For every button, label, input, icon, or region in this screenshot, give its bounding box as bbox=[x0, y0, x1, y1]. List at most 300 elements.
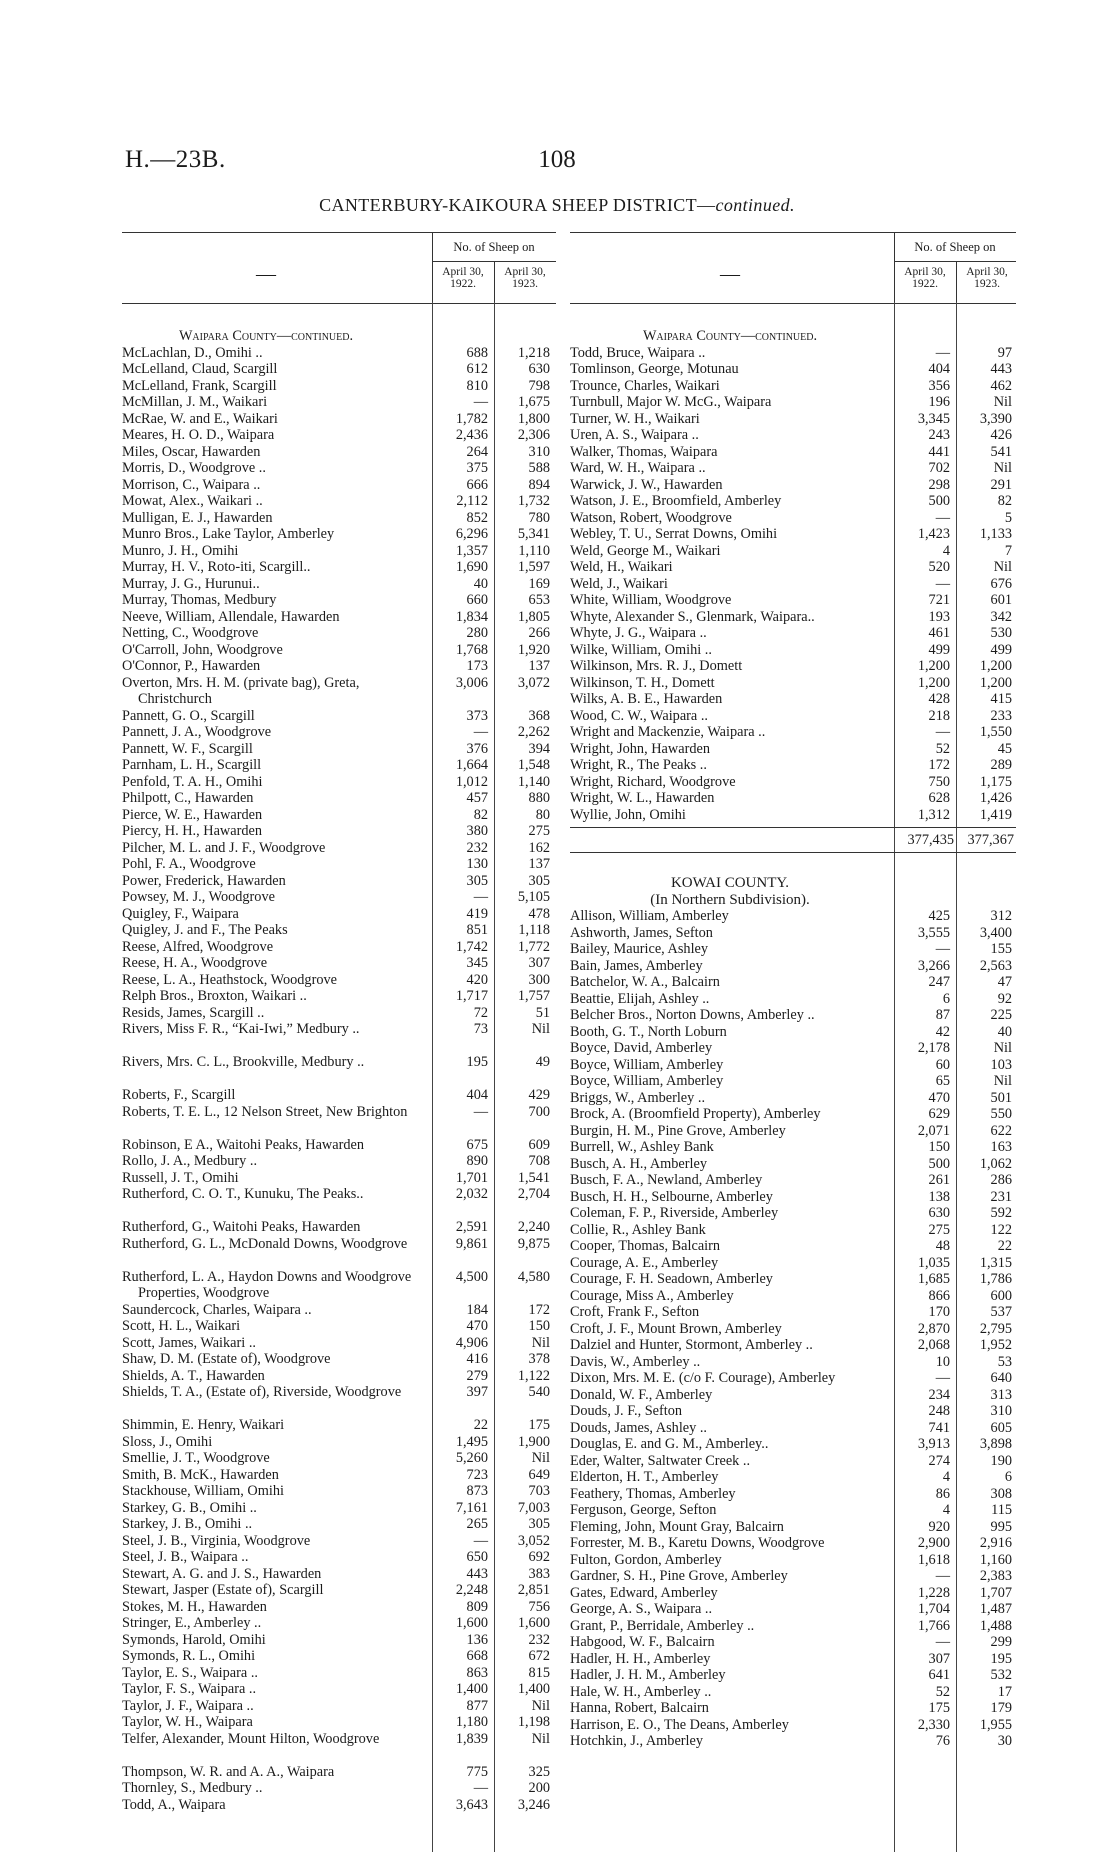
table-row bbox=[122, 708, 556, 725]
sheep-1923: 308 bbox=[990, 1485, 1012, 1502]
sheep-1923: Nil bbox=[531, 1450, 550, 1466]
table-row bbox=[122, 840, 556, 857]
table-row bbox=[122, 1566, 556, 1583]
table-row bbox=[122, 559, 556, 576]
sheep-1922: 721 bbox=[928, 592, 950, 608]
sheep-1923: 2,563 bbox=[979, 957, 1012, 974]
section-heading bbox=[570, 892, 1016, 909]
sheep-1923: 291 bbox=[990, 476, 1012, 493]
total-row bbox=[570, 827, 1016, 852]
sheep-1922: 3,266 bbox=[917, 957, 950, 974]
owner-name: Gardner, S. H., Pine Grove, Amberley bbox=[570, 1568, 788, 1584]
sheep-1922: — bbox=[935, 509, 950, 526]
sheep-1923: 2,306 bbox=[517, 427, 550, 443]
right-table-header bbox=[570, 232, 1016, 304]
sheep-1923: 1,062 bbox=[979, 1155, 1012, 1172]
sheep-1922: 1,618 bbox=[917, 1551, 950, 1568]
sheep-1922: 2,178 bbox=[917, 1040, 950, 1056]
sheep-1923: 756 bbox=[528, 1598, 550, 1615]
sheep-1922: 1,600 bbox=[455, 1615, 488, 1631]
sheep-1922: 4 bbox=[942, 542, 950, 559]
owner-name: Murray, J. G., Hurunui.. bbox=[122, 575, 260, 592]
section-heading-text: (In Northern Subdivision). bbox=[650, 891, 810, 908]
sheep-1922: 1,742 bbox=[455, 938, 488, 955]
sheep-1923: 1,198 bbox=[517, 1714, 550, 1730]
table-row bbox=[122, 889, 556, 906]
sheep-1922: 1,495 bbox=[455, 1433, 488, 1450]
owner-name: Sloss, J., Omihi bbox=[122, 1433, 213, 1450]
owner-name: Thompson, W. R. and A. A., Waipara bbox=[122, 1763, 335, 1780]
owner-name: McLachlan, D., Omihi .. bbox=[122, 344, 263, 361]
sheep-1922: — bbox=[935, 575, 950, 592]
sheep-1922: 2,436 bbox=[455, 427, 488, 443]
sheep-1922: 404 bbox=[928, 361, 950, 377]
sheep-1923: Nil bbox=[531, 1334, 550, 1351]
sheep-1922: 3,643 bbox=[455, 1796, 488, 1813]
sheep-1923: 3,390 bbox=[979, 410, 1012, 427]
owner-name: Douds, James, Ashley .. bbox=[570, 1419, 708, 1436]
sheep-1923: 815 bbox=[528, 1664, 550, 1681]
table-row bbox=[570, 1073, 1016, 1090]
owner-name: Rutherford, G. L., McDonald Downs, Woodgrove bbox=[122, 1235, 408, 1252]
sheep-1922: 1,704 bbox=[917, 1601, 950, 1617]
sheep-1923: 478 bbox=[528, 905, 550, 922]
sheep-1922: 499 bbox=[928, 641, 950, 658]
sheep-1922: 373 bbox=[466, 707, 488, 724]
owner-name: Brock, A. (Broomfield Property), Amberley bbox=[570, 1106, 821, 1122]
owner-name: Douds, J. F., Sefton bbox=[570, 1403, 683, 1419]
sheep-1922: 234 bbox=[928, 1386, 950, 1403]
sheep-1922: 356 bbox=[928, 377, 950, 394]
sheep-1923: 325 bbox=[528, 1763, 550, 1780]
sheep-1922: 298 bbox=[928, 476, 950, 493]
sheep-1922: 1,839 bbox=[455, 1730, 488, 1747]
sheep-1923: 275 bbox=[528, 823, 550, 839]
sheep-1922: 4,500 bbox=[455, 1268, 488, 1285]
table-row bbox=[570, 925, 1016, 942]
april-1923-header: April 30, 1923. bbox=[504, 266, 546, 290]
sheep-1923: 1,133 bbox=[979, 526, 1012, 542]
table-row bbox=[570, 757, 1016, 774]
owner-name: Allison, William, Amberley bbox=[570, 908, 729, 924]
sheep-1923: 703 bbox=[528, 1483, 550, 1499]
owner-name: Courage, A. E., Amberley bbox=[570, 1254, 719, 1271]
sheep-1922: 2,248 bbox=[455, 1582, 488, 1598]
table-row bbox=[570, 576, 1016, 593]
owner-name: Belcher Bros., Norton Downs, Amberley .. bbox=[570, 1007, 815, 1023]
sheep-1922: 425 bbox=[928, 908, 950, 924]
sheep-1923: 1,600 bbox=[517, 1615, 550, 1631]
sheep-1922: 376 bbox=[466, 740, 488, 757]
sheep-1923: 537 bbox=[990, 1304, 1012, 1320]
sheep-1922: — bbox=[935, 1370, 950, 1386]
owner-name: Courage, F. H. Seadown, Amberley bbox=[570, 1271, 773, 1287]
owner-name: George, A. S., Waipara .. bbox=[570, 1601, 713, 1617]
sheep-1923: 415 bbox=[990, 691, 1012, 707]
owner-name: Burrell, W., Ashley Bank bbox=[570, 1139, 714, 1155]
table-row bbox=[122, 361, 556, 378]
owner-name: Hanna, Robert, Balcairn bbox=[570, 1700, 709, 1716]
sheep-1922: 702 bbox=[928, 460, 950, 476]
sheep-1923: 1,419 bbox=[979, 806, 1012, 823]
sheep-1923: 312 bbox=[990, 908, 1012, 924]
owner-name: Courage, Miss A., Amberley bbox=[570, 1287, 734, 1304]
table-row bbox=[570, 345, 1016, 362]
table-row bbox=[570, 378, 1016, 395]
sheep-1922: 1,200 bbox=[917, 674, 950, 691]
sheep-1922: 195 bbox=[466, 1054, 488, 1070]
section-heading bbox=[122, 328, 556, 345]
sheep-1922: 397 bbox=[466, 1384, 488, 1400]
owner-name: Pilcher, M. L. and J. F., Woodgrove bbox=[122, 839, 326, 856]
sheep-1922: 890 bbox=[466, 1153, 488, 1169]
left-rows bbox=[122, 304, 556, 1813]
table-row bbox=[570, 774, 1016, 791]
owner-name: Stewart, A. G. and J. S., Hawarden bbox=[122, 1565, 322, 1582]
sheep-1923: 92 bbox=[997, 990, 1012, 1007]
sheep-1923: 3,400 bbox=[979, 924, 1012, 941]
owner-name: Murray, Thomas, Medbury bbox=[122, 592, 277, 608]
owner-name: Croft, Frank F., Sefton bbox=[570, 1304, 700, 1320]
owner-name: Robinson, E A., Waitohi Peaks, Hawarden bbox=[122, 1136, 364, 1153]
owner-name: Donald, W. F., Amberley bbox=[570, 1386, 713, 1403]
sheep-1923: 2,916 bbox=[979, 1535, 1012, 1551]
sheep-1923: 155 bbox=[990, 941, 1012, 957]
sheep-1922: 42 bbox=[935, 1023, 950, 1040]
table-row bbox=[570, 427, 1016, 444]
table-row bbox=[122, 1368, 556, 1385]
sheep-1922: — bbox=[473, 1532, 488, 1549]
april-1923-header: April 30, 1923. bbox=[966, 266, 1008, 290]
sheep-1922: 196 bbox=[928, 394, 950, 410]
sheep-1922: 920 bbox=[928, 1518, 950, 1535]
table-row bbox=[122, 1665, 556, 1682]
sheep-1922: 675 bbox=[466, 1136, 488, 1153]
table-row bbox=[570, 708, 1016, 725]
sheep-1923: 305 bbox=[528, 1516, 550, 1532]
owner-name: Todd, Bruce, Waipara .. bbox=[570, 344, 706, 361]
owner-name: Russell, J. T., Omihi bbox=[122, 1169, 239, 1186]
sheep-1923: 1,118 bbox=[518, 922, 550, 938]
sheep-1923: 368 bbox=[528, 707, 550, 724]
sheep-1923: 7,003 bbox=[517, 1499, 550, 1516]
sheep-1922: 7,161 bbox=[455, 1499, 488, 1516]
sheep-1923: 2,262 bbox=[517, 724, 550, 740]
table-row bbox=[122, 724, 556, 741]
table-row bbox=[122, 1533, 556, 1550]
owner-name: Briggs, W., Amberley .. bbox=[570, 1089, 706, 1106]
sheep-1923: 233 bbox=[990, 707, 1012, 724]
sheep-1922: 2,068 bbox=[917, 1337, 950, 1353]
owner-name: Shields, T. A., (Estate of), Riverside, Woodgrove bbox=[122, 1384, 402, 1400]
owner-name: Smith, B. McK., Hawarden bbox=[122, 1466, 279, 1483]
sheep-1922: 264 bbox=[466, 443, 488, 460]
owner-name: Saundercock, Charles, Waipara .. bbox=[122, 1301, 312, 1318]
sheep-1923: 995 bbox=[990, 1518, 1012, 1535]
sheep-1922: 1,766 bbox=[917, 1617, 950, 1634]
sheep-1922: — bbox=[935, 1634, 950, 1650]
owner-name: Turnbull, Major W. McG., Waipara bbox=[570, 394, 772, 410]
table-row bbox=[122, 873, 556, 890]
owner-name: Habgood, W. F., Balcairn bbox=[570, 1634, 715, 1650]
table-row bbox=[570, 510, 1016, 527]
sheep-1922: 1,423 bbox=[917, 526, 950, 542]
sheep-1922: 82 bbox=[473, 806, 488, 823]
sheep-1923: 708 bbox=[528, 1153, 550, 1169]
owner-name: Starkey, J. B., Omihi .. bbox=[122, 1516, 253, 1532]
table-row bbox=[122, 609, 556, 626]
owner-name: Beattie, Elijah, Ashley .. bbox=[570, 990, 710, 1007]
owner-name: Munro, J. H., Omihi bbox=[122, 542, 239, 559]
sheep-1923: 300 bbox=[528, 971, 550, 988]
owner-name: Quigley, J. and F., The Peaks bbox=[122, 922, 288, 938]
sheep-1922: 1,701 bbox=[455, 1169, 488, 1186]
sheep-1922: 175 bbox=[928, 1700, 950, 1716]
table-row bbox=[570, 1717, 1016, 1734]
owner-name: Feathery, Thomas, Amberley bbox=[570, 1485, 736, 1502]
owner-name: Rutherford, C. O. T., Kunuku, The Peaks.. bbox=[122, 1186, 364, 1202]
sheep-1922: 4,906 bbox=[455, 1334, 488, 1351]
table-row bbox=[122, 1137, 556, 1154]
sheep-1923: 51 bbox=[535, 1004, 550, 1021]
sheep-1923: 1,757 bbox=[517, 988, 550, 1004]
sheep-1922: 688 bbox=[466, 344, 488, 361]
sheep-1923: 299 bbox=[990, 1634, 1012, 1650]
sheep-1923: Nil bbox=[531, 1697, 550, 1714]
table-row bbox=[570, 444, 1016, 461]
left-table-header bbox=[122, 232, 556, 304]
owner-name: Steel, J. B., Virginia, Woodgrove bbox=[122, 1532, 311, 1549]
table-row bbox=[122, 1351, 556, 1368]
table-row bbox=[570, 642, 1016, 659]
table-row bbox=[122, 823, 556, 840]
sheep-1922: 218 bbox=[928, 707, 950, 724]
name-column-header: — bbox=[720, 263, 740, 285]
sheep-1923: 1,786 bbox=[979, 1271, 1012, 1287]
table-row bbox=[570, 1651, 1016, 1668]
sheep-1922: — bbox=[473, 724, 488, 740]
owner-name: Stringer, E., Amberley .. bbox=[122, 1615, 262, 1631]
sheep-1923: Nil bbox=[993, 460, 1012, 476]
owner-name: Steel, J. B., Waipara .. bbox=[122, 1549, 249, 1565]
sheep-1922: 1,312 bbox=[917, 806, 950, 823]
table-row bbox=[570, 1700, 1016, 1717]
sheep-1923: 609 bbox=[528, 1136, 550, 1153]
sheep-1922: 750 bbox=[928, 773, 950, 790]
table-row bbox=[122, 790, 556, 807]
table-row bbox=[122, 1186, 556, 1219]
sheep-1923: 592 bbox=[990, 1205, 1012, 1221]
owner-name: Ferguson, George, Sefton bbox=[570, 1502, 717, 1518]
table-row bbox=[122, 460, 556, 477]
owner-name: Turner, W. H., Waikari bbox=[570, 410, 700, 427]
sheep-1923: 1,550 bbox=[979, 724, 1012, 740]
owner-name: Taylor, F. S., Waipara .. bbox=[122, 1681, 257, 1697]
owner-name: Weld, George M., Waikari bbox=[570, 542, 721, 559]
sheep-count-header: No. of Sheep on bbox=[432, 237, 556, 262]
sheep-1923: 115 bbox=[991, 1502, 1012, 1518]
section-heading-text: Waipara County—continued. bbox=[178, 328, 354, 344]
sheep-1922: 380 bbox=[466, 823, 488, 839]
sheep-1923: 676 bbox=[990, 575, 1012, 592]
table-row bbox=[570, 1007, 1016, 1024]
table-row bbox=[122, 642, 556, 659]
sheep-1923: 22 bbox=[997, 1238, 1012, 1254]
owner-name: Piercy, H. H., Hawarden bbox=[122, 823, 263, 839]
sheep-1922: 863 bbox=[466, 1664, 488, 1681]
sheep-1922: 130 bbox=[466, 856, 488, 872]
owner-name: Wright, Richard, Woodgrove bbox=[570, 773, 736, 790]
table-row bbox=[570, 543, 1016, 560]
owner-name: Rutherford, L. A., Haydon Downs and Woodgrove Properties, Woodgrove bbox=[122, 1268, 412, 1301]
total-1923: 377,367 bbox=[967, 832, 1014, 848]
table-row bbox=[122, 939, 556, 956]
sheep-1923: 622 bbox=[990, 1122, 1012, 1139]
table-row bbox=[570, 559, 1016, 576]
owner-name: Parnham, L. H., Scargill bbox=[122, 757, 262, 773]
owner-name: Smellie, J. T., Woodgrove bbox=[122, 1450, 270, 1466]
owner-name: Watson, J. E., Broomfield, Amberley bbox=[570, 493, 782, 509]
total-rule bbox=[570, 852, 1016, 875]
owner-name: Pannett, G. O., Scargill bbox=[122, 707, 255, 724]
table-row bbox=[122, 906, 556, 923]
owner-name: Davis, W., Amberley .. bbox=[570, 1353, 701, 1370]
section-heading bbox=[570, 328, 1016, 345]
owner-name: Taylor, W. H., Waipara bbox=[122, 1714, 253, 1730]
sheep-1922: 1,690 bbox=[455, 559, 488, 575]
owner-name: Croft, J. F., Mount Brown, Amberley bbox=[570, 1320, 782, 1337]
table-row bbox=[570, 1255, 1016, 1272]
sheep-1923: 195 bbox=[990, 1650, 1012, 1667]
sheep-1922: 170 bbox=[928, 1304, 950, 1320]
sheep-1923: 342 bbox=[990, 608, 1012, 625]
sheep-1923: 1,800 bbox=[517, 410, 550, 427]
table-row bbox=[570, 1024, 1016, 1041]
sheep-1922: 775 bbox=[466, 1763, 488, 1780]
sheep-1923: 5,105 bbox=[517, 889, 550, 905]
table-row bbox=[122, 1615, 556, 1632]
sheep-1923: Nil bbox=[993, 1073, 1012, 1089]
owner-name: Stackhouse, William, Omihi bbox=[122, 1483, 284, 1499]
table-row bbox=[122, 1417, 556, 1434]
table-row bbox=[122, 1269, 556, 1302]
sheep-1923: 310 bbox=[990, 1403, 1012, 1419]
sheep-1923: 1,920 bbox=[517, 641, 550, 658]
owner-name: Powsey, M. J., Woodgrove bbox=[122, 889, 275, 905]
table-row bbox=[122, 1516, 556, 1533]
owner-name: Roberts, F., Scargill bbox=[122, 1087, 236, 1103]
sheep-1922: 866 bbox=[928, 1287, 950, 1304]
table-row bbox=[570, 1057, 1016, 1074]
sheep-1923: 378 bbox=[528, 1351, 550, 1367]
owner-name: Wilkinson, T. H., Domett bbox=[570, 674, 715, 691]
sheep-1923: 429 bbox=[528, 1087, 550, 1103]
sheep-1923: 1,200 bbox=[979, 674, 1012, 691]
owner-name: Scott, James, Waikari .. bbox=[122, 1334, 256, 1351]
sheep-1923: 266 bbox=[528, 625, 550, 641]
table-row bbox=[570, 1288, 1016, 1305]
table-row bbox=[570, 1502, 1016, 1519]
table-row bbox=[122, 955, 556, 972]
sheep-1922: 87 bbox=[935, 1007, 950, 1023]
table-row bbox=[570, 1304, 1016, 1321]
owner-name: Wilks, A. B. E., Hawarden bbox=[570, 691, 723, 707]
table-row bbox=[122, 526, 556, 543]
sheep-1922: 1,664 bbox=[455, 757, 488, 773]
table-row bbox=[570, 1238, 1016, 1255]
sheep-1922: 375 bbox=[466, 460, 488, 476]
table-row bbox=[122, 1731, 556, 1764]
owner-name: Ward, W. H., Waipara .. bbox=[570, 460, 706, 476]
april-1922-header: April 30, 1922. bbox=[904, 266, 946, 290]
table-row bbox=[570, 1684, 1016, 1701]
sheep-1923: 1,315 bbox=[979, 1254, 1012, 1271]
table-row bbox=[570, 1552, 1016, 1569]
sheep-1923: 1,487 bbox=[979, 1601, 1012, 1617]
sheep-1923: 550 bbox=[990, 1106, 1012, 1122]
sheep-1923: 1,548 bbox=[517, 757, 550, 773]
sheep-1923: 4,580 bbox=[517, 1268, 550, 1285]
owner-name: Stewart, Jasper (Estate of), Scargill bbox=[122, 1582, 324, 1598]
sheep-1923: 1,160 bbox=[979, 1551, 1012, 1568]
sheep-1922: 416 bbox=[466, 1351, 488, 1367]
table-row bbox=[122, 1219, 556, 1236]
sheep-1922: 428 bbox=[928, 691, 950, 707]
page-title bbox=[0, 195, 1114, 216]
sheep-1922: 443 bbox=[466, 1565, 488, 1582]
owner-name: O'Connor, P., Hawarden bbox=[122, 658, 261, 674]
sheep-1923: 1,200 bbox=[979, 658, 1012, 674]
table-row bbox=[122, 1714, 556, 1731]
table-row bbox=[122, 1153, 556, 1170]
owner-name: Pannett, W. F., Scargill bbox=[122, 740, 253, 757]
owner-name: Hotchkin, J., Amberley bbox=[570, 1733, 704, 1749]
sheep-1923: 649 bbox=[528, 1466, 550, 1483]
owner-name: Busch, H. H., Selbourne, Amberley bbox=[570, 1188, 773, 1205]
owner-name: Hadler, H. H., Amberley bbox=[570, 1650, 711, 1667]
table-row bbox=[122, 1780, 556, 1797]
owner-name: Roberts, T. E. L., 12 Nelson Street, New Brighton bbox=[122, 1103, 408, 1120]
total-1922: 377,435 bbox=[907, 832, 954, 848]
owner-name: Morrison, C., Waipara .. bbox=[122, 476, 261, 493]
sheep-1922: 261 bbox=[928, 1172, 950, 1188]
table-row bbox=[570, 1139, 1016, 1156]
sheep-1923: 5,341 bbox=[517, 526, 550, 542]
owner-name: Collie, R., Ashley Bank bbox=[570, 1221, 706, 1238]
sheep-1922: 660 bbox=[466, 592, 488, 608]
table-row bbox=[570, 1189, 1016, 1206]
owner-name: Quigley, F., Waipara bbox=[122, 905, 239, 922]
table-row bbox=[122, 1384, 556, 1417]
sheep-1922: 2,071 bbox=[917, 1122, 950, 1139]
owner-name: Shimmin, E. Henry, Waikari bbox=[122, 1417, 285, 1433]
owner-name: Uren, A. S., Waipara .. bbox=[570, 427, 699, 443]
sheep-1923: 179 bbox=[990, 1700, 1012, 1716]
sheep-1923: 383 bbox=[528, 1565, 550, 1582]
table-row bbox=[122, 988, 556, 1005]
table-row bbox=[570, 1436, 1016, 1453]
owner-name: Miles, Oscar, Hawarden bbox=[122, 443, 261, 460]
table-row bbox=[122, 427, 556, 444]
owner-name: Scott, H. L., Waikari bbox=[122, 1318, 241, 1334]
sheep-1923: 1,900 bbox=[517, 1433, 550, 1450]
owner-name: McLelland, Frank, Scargill bbox=[122, 377, 277, 394]
section-heading-text: KOWAI COUNTY. bbox=[670, 875, 790, 891]
report-reference: H.—23B. bbox=[125, 146, 226, 173]
table-row bbox=[570, 1205, 1016, 1222]
table-row bbox=[570, 1519, 1016, 1536]
sheep-1923: 232 bbox=[528, 1631, 550, 1648]
